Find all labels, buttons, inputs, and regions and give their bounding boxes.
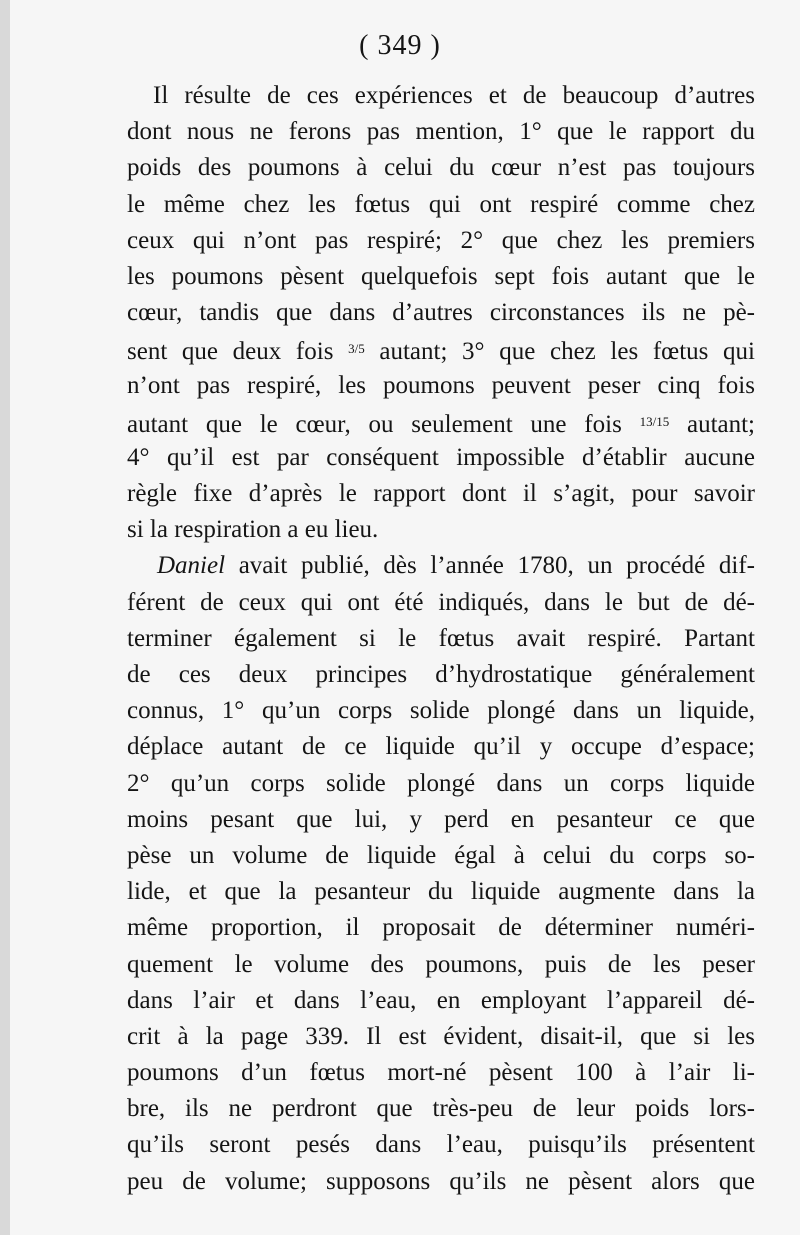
author-name: Daniel bbox=[157, 552, 226, 580]
text-line: qu’ils seront pesés dans l’eau, puisqu’ils présentent bbox=[127, 1131, 755, 1159]
fraction: 13/15 bbox=[639, 413, 670, 429]
text-segment: sent que deux fois bbox=[127, 338, 349, 366]
text-line: terminer également si le fœtus avait respiré. Partant bbox=[127, 624, 755, 652]
text-line bbox=[127, 548, 755, 584]
text-line: Il résulte de ces expériences et de beaucoup d’autres bbox=[153, 82, 755, 109]
text-line: lide, et que la pesanteur du liquide augmente dans la bbox=[127, 878, 755, 906]
text-segment: autant; 3° que chez les fœtus qui bbox=[364, 338, 755, 366]
text-line: cœur, tandis que dans d’autres circonstances ils ne pè- bbox=[127, 299, 755, 327]
text-line: n’ont pas respiré, les poumons peuvent peser cinq fois bbox=[127, 371, 755, 399]
text-line: pèse un volume de liquide égal à celui du corps so- bbox=[127, 841, 755, 869]
fraction: 3/5 bbox=[348, 341, 365, 357]
text-line: si la respiration a eu lieu. bbox=[127, 516, 379, 544]
text-line bbox=[127, 404, 755, 440]
page-number: ( 349 ) bbox=[359, 30, 441, 61]
text-line: peu de volume; supposons qu’ils ne pèsent alors que bbox=[127, 1167, 755, 1195]
text-line: crit à la page 339. Il est évident, disait-il, que si les bbox=[127, 1022, 755, 1050]
text-line: même proportion, il proposait de déterminer numéri- bbox=[127, 914, 755, 942]
text-line bbox=[127, 331, 755, 367]
text-segment: avait publié, dès l’année 1780, un procédé dif- bbox=[225, 552, 755, 580]
text-line: 4° qu’il est par conséquent impossible d’établir aucune bbox=[127, 443, 755, 471]
text-line: connus, 1° qu’un corps solide plongé dans un liquide, bbox=[127, 697, 755, 725]
text-line: moins pesant que lui, y perd en pesanteur ce que bbox=[127, 805, 755, 833]
page-left-edge bbox=[0, 0, 10, 1235]
text-line: poids des poumons à celui du cœur n’est pas toujours bbox=[127, 154, 755, 182]
text-line: bre, ils ne perdront que très-peu de leur poids lors- bbox=[127, 1095, 755, 1123]
text-line: poumons d’un fœtus mort-né pèsent 100 à l’air li- bbox=[127, 1059, 755, 1087]
text-line: déplace autant de ce liquide qu’il y occupe d’espace; bbox=[127, 733, 755, 761]
paragraph-2 bbox=[127, 548, 755, 1199]
text-line: le même chez les fœtus qui ont respiré comme chez bbox=[127, 190, 755, 218]
paragraph-1 bbox=[127, 78, 755, 548]
text-line: 2° qu’un corps solide plongé dans un corps liquide bbox=[127, 769, 755, 797]
text-line: les poumons pèsent quelquefois sept fois autant que le bbox=[127, 262, 755, 290]
text-line: férent de ceux qui ont été indiqués, dans le but de dé- bbox=[127, 588, 755, 616]
text-line: de ces deux principes d’hydrostatique généralement bbox=[127, 661, 755, 688]
text-segment: autant que le cœur, ou seulement une fois bbox=[127, 410, 640, 438]
text-line: dont nous ne ferons pas mention, 1° que le rapport du bbox=[127, 118, 755, 146]
body-text bbox=[127, 78, 755, 1200]
text-line: dans l’air et dans l’eau, en employant l’appareil dé- bbox=[127, 986, 755, 1014]
text-line: quement le volume des poumons, puis de les peser bbox=[127, 950, 755, 978]
text-line: ceux qui n’ont pas respiré; 2° que chez les premiers bbox=[127, 226, 755, 254]
text-line: règle fixe d’après le rapport dont il s’agit, pour savoir bbox=[127, 480, 755, 508]
text-segment: autant; bbox=[669, 410, 755, 438]
